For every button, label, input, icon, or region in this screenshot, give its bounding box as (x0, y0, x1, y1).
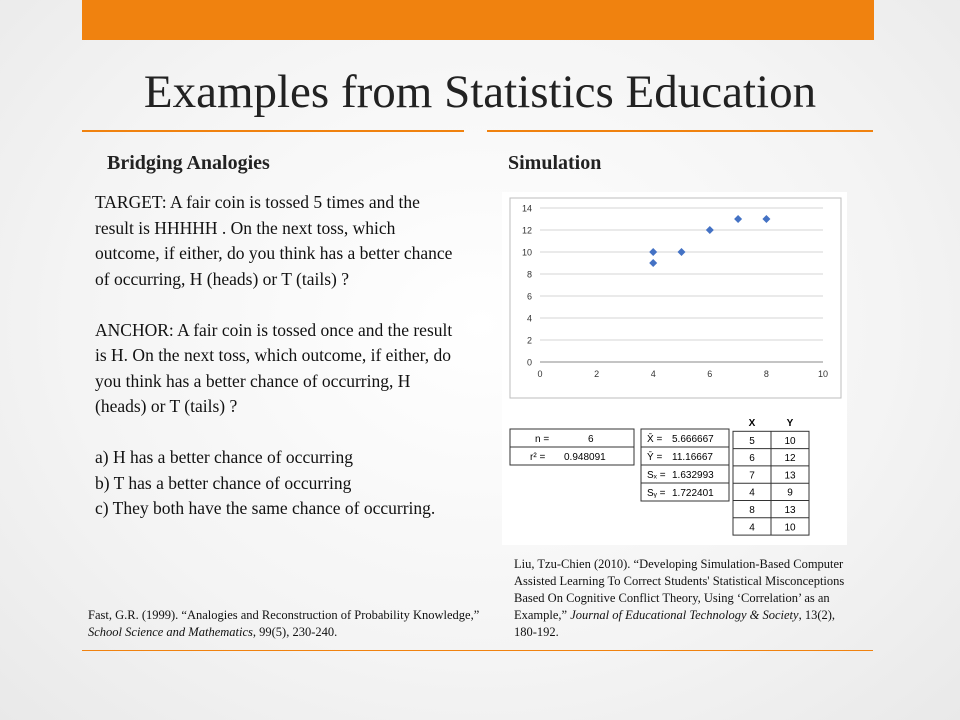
simulation-chart (502, 192, 847, 545)
option-b: b) T has a better chance of occurring (95, 472, 352, 493)
table-header: X (748, 418, 756, 429)
x-tick-label: 2 (594, 369, 600, 379)
n-value: 6 (588, 434, 594, 445)
top-accent-bar (82, 0, 874, 40)
table-cell: 13 (784, 470, 796, 482)
left-citation-volume: , 99(5), 230-240. (252, 625, 338, 639)
x-tick-label: 4 (650, 369, 656, 379)
table-cell: 10 (784, 522, 796, 534)
left-citation-journal: School Science and Mathematics (88, 625, 253, 639)
left-citation (88, 607, 483, 641)
x-tick-label: 0 (537, 369, 543, 379)
y-tick-label: 8 (526, 269, 532, 280)
table-cell: 4 (749, 487, 755, 499)
option-a: a) H has a better chance of occurring (95, 447, 353, 467)
r2-label: r² = (530, 452, 546, 463)
n-label: n = (535, 434, 550, 445)
slide-title: Examples from Statistics Education (143, 66, 817, 118)
table-cell: 6 (749, 453, 755, 465)
y-tick-label: 0 (526, 357, 532, 368)
y-tick-label: 10 (521, 247, 532, 258)
sy-value: 1.722401 (672, 488, 714, 499)
table-cell: 5 (749, 435, 755, 447)
right-divider (487, 130, 873, 132)
table-header: Y (786, 418, 794, 429)
table-cell: 4 (749, 522, 755, 534)
table-cell: 7 (749, 470, 755, 482)
analogy-text (95, 190, 455, 522)
ybar-value: 11.16667 (672, 452, 713, 463)
x-tick-label: 6 (707, 369, 713, 379)
right-citation-volume: , 13(2), 180-192. (514, 608, 836, 639)
sy-label: Sᵧ = (647, 488, 666, 499)
left-citation-authors: Fast, G.R. (1999). “Analogies and Reconstruction of Probability Knowledge,” (88, 608, 480, 622)
simulation-figure (502, 192, 847, 545)
y-tick-label: 12 (521, 225, 532, 236)
ybar-label: Ȳ = (647, 452, 663, 463)
anchor-paragraph: ANCHOR: A fair coin is tossed once and the result is H. On the next toss, which outcome, if either, do you think has a better chance of occurring, H (heads) or T (tails) ? (95, 319, 453, 416)
target-paragraph: TARGET: A fair coin is tossed 5 times and the result is HHHHH . On the next toss, which outcome, if either, do you think has a better chance of occurring, H (heads) or T (tails) ? (95, 192, 453, 289)
table-cell: 8 (749, 505, 755, 516)
table-cell: 9 (787, 487, 793, 499)
y-tick-label: 6 (526, 291, 532, 302)
xbar-value: 5.666667 (672, 434, 714, 445)
chart-frame (510, 198, 841, 398)
right-citation-journal: Journal of Educational Technology & Society (570, 608, 799, 622)
y-tick-label: 2 (526, 335, 532, 346)
table-cell: 13 (784, 505, 796, 516)
option-c: c) They both have the same chance of occurring. (95, 498, 436, 518)
sx-label: Sₓ = (647, 470, 666, 481)
r2-value: 0.948091 (564, 452, 606, 463)
xbar-label: X̄ = (647, 434, 663, 445)
left-heading: Bridging Analogies (107, 152, 270, 174)
sx-value: 1.632993 (672, 470, 714, 481)
table-cell: 12 (784, 453, 796, 465)
table-cell: 10 (784, 435, 796, 447)
left-divider (82, 130, 464, 132)
x-tick-label: 8 (763, 369, 769, 379)
y-tick-label: 14 (521, 203, 532, 214)
right-citation-authors: Liu, Tzu-Chien (2010). “Developing Simulation-Based Computer Assisted Learning To Correct Students' Statistical Misconceptions Based On Cognitive Conflict Theory, Using ‘Correlation’ as an Example,” (514, 557, 845, 622)
right-citation (514, 556, 859, 641)
x-tick-label: 10 (817, 369, 829, 379)
y-tick-label: 4 (526, 313, 532, 324)
right-heading: Simulation (508, 152, 602, 174)
bottom-divider (82, 650, 873, 651)
